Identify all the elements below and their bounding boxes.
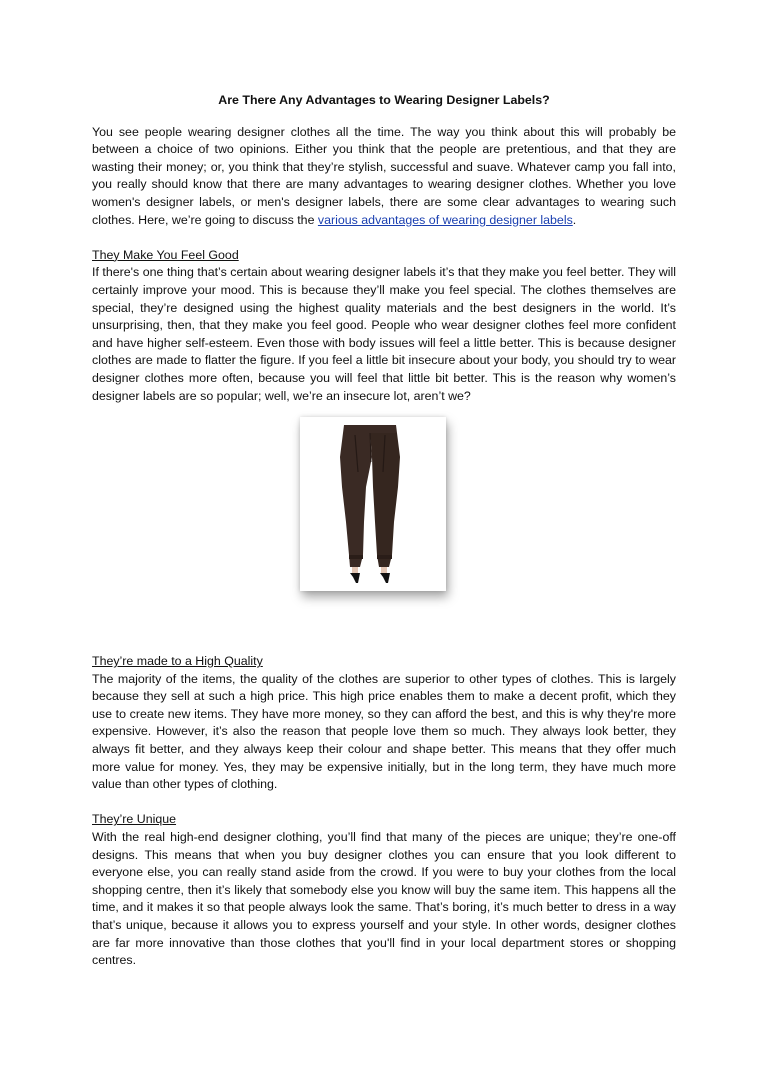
section-heading-unique: They’re Unique	[92, 812, 177, 827]
figure-container	[92, 417, 676, 653]
advantages-link[interactable]: various advantages of wearing designer labels	[317, 212, 573, 227]
trousers-photo	[300, 417, 446, 591]
intro-text: You see people wearing designer clothes all the time. The way you think about this will probably be between a choice of two opinions. Either you think that the people are pretentious, and that they are wasting their money; or, you think that they’re stylish, successful and suave. Whatever camp you fall into, you really should know that there are many advantages to wearing designer clothes. Whether you love women's designer labels, or men's designer labels, there are some clear advantages to wearing such clothes. Here, we’re going to discuss the	[92, 124, 676, 227]
intro-text-end: .	[572, 212, 577, 227]
section-body-unique: With the real high-end designer clothing, you’ll find that many of the pieces are unique; they’re one-off designs. This means that when you buy designer clothes you can ensure that you look different to everyone else, you can really stand aside from the crowd. If you were to buy your clothes from the local shopping centre, then it’s likely that somebody else you know will buy the same item. This happens all the time, and it makes it so that people always look the same. That’s boring, it’s much better to dress in a way that’s unique, because it allows you to express yourself and your style. In other words, designer clothes are far more innovative than those clothes that you'll find in your local department stores or shopping centres.	[92, 830, 676, 968]
section-heading-quality: They’re made to a High Quality	[92, 654, 263, 669]
trousers-icon	[300, 417, 446, 591]
section-body-feel-good: If there's one thing that’s certain about wearing designer labels it’s that they make you feel better. They will certainly improve your mood. This is because they’ll make you feel special. The clothes themselves are special, they’re designed using the highest quality materials and the best designers in the world. It’s unsurprising, then, that they make you feel good. People who wear designer clothes feel more confident and have higher self-esteem. Even those with body issues will feel a little better. This is because designer clothes are made to flatter the figure. If you feel a little bit insecure about your body, you should try to wear designer clothes more often, because you will feel that little bit better. This is the reason why women’s designer labels are so popular; well, we’re an insecure lot, aren’t we?	[92, 265, 676, 403]
section-body-quality: The majority of the items, the quality of the clothes are superior to other types of clothes. This is largely because they sell at such a high price. This high price enables them to make a decent profit, which they use to create new items. They have more money, so they can afford the best, and this is why they're more expensive. However, it’s also the reason that people love them so much. They always look better, they always fit better, and they always keep their colour and shape better. This means that they offer much more value for money. Yes, they may be expensive initially, but in the long term, they have much more value than other types of clothing.	[92, 671, 676, 792]
intro-paragraph	[92, 124, 676, 230]
document-page	[92, 92, 676, 970]
document-title: Are There Any Advantages to Wearing Designer Labels?	[218, 93, 550, 107]
section-heading-feel-good: They Make You Feel Good	[92, 247, 239, 262]
